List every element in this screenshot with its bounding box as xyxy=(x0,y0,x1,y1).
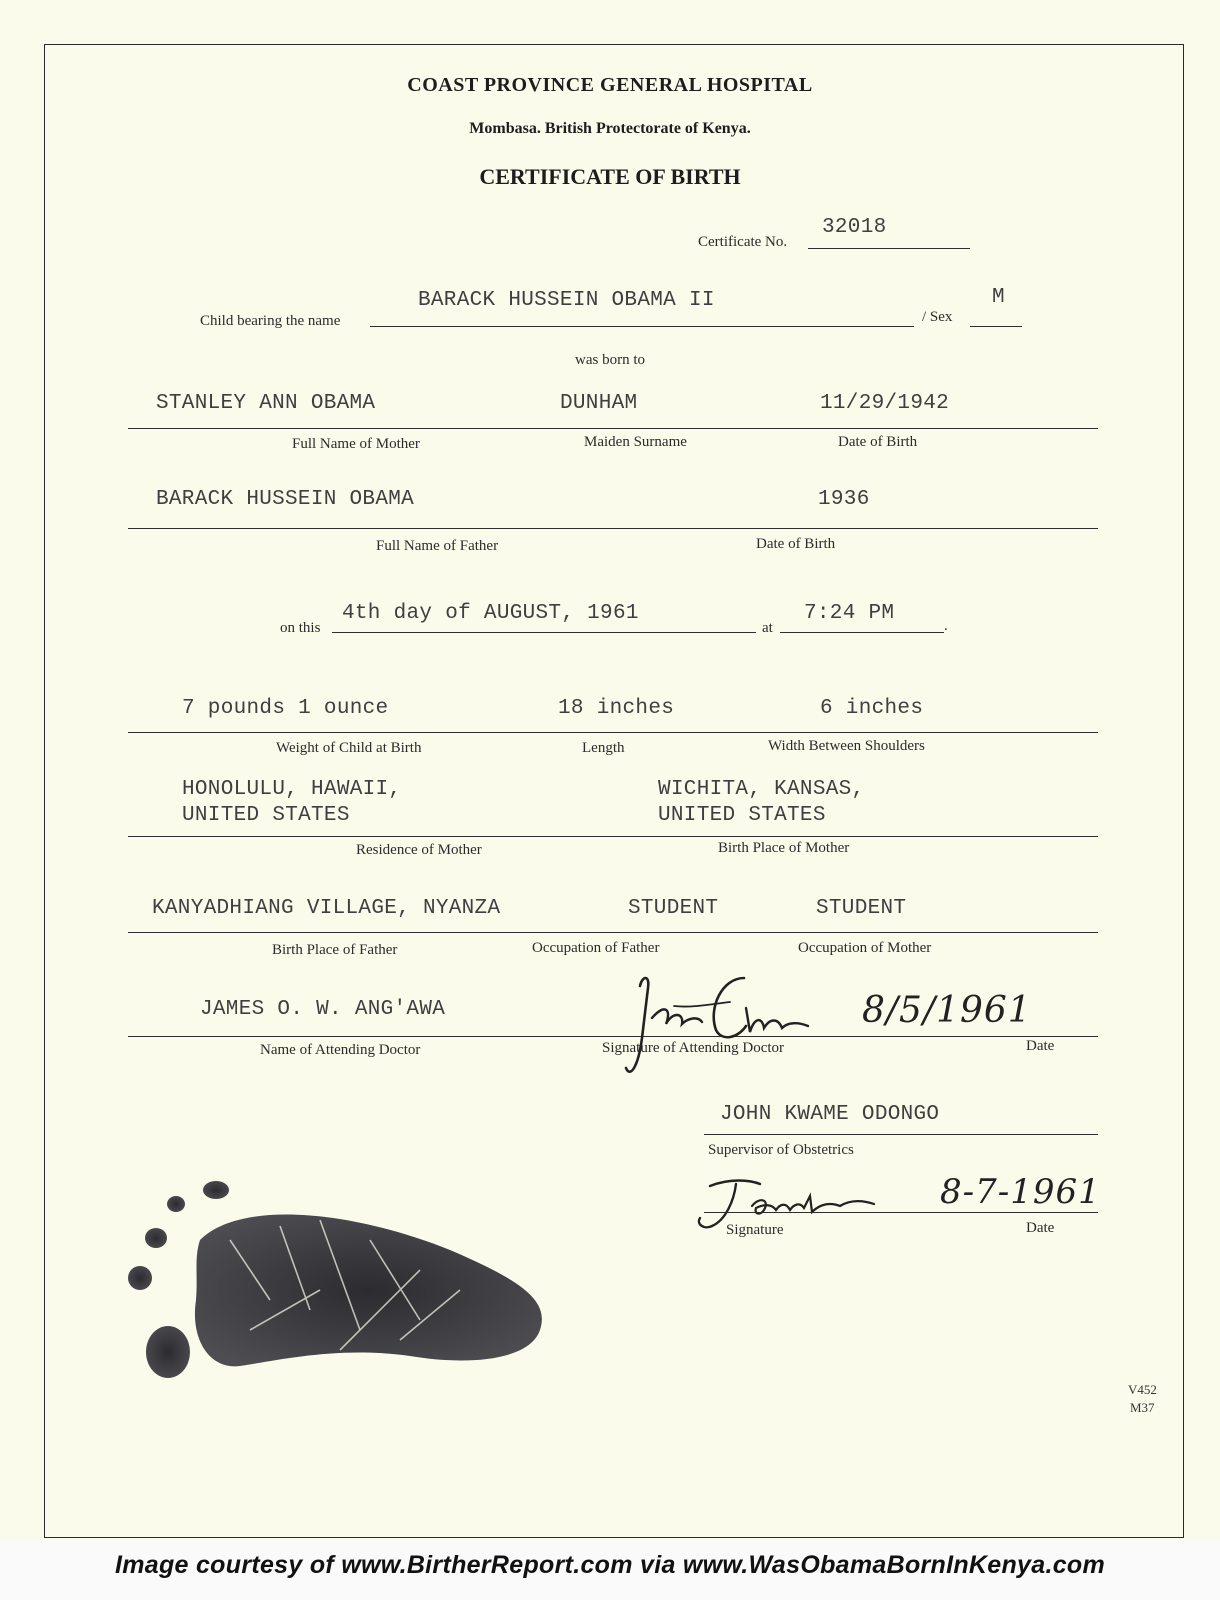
occupation-father-label: Occupation of Father xyxy=(532,940,660,956)
supervisor-signature-line xyxy=(704,1212,1098,1213)
form-code-2: M37 xyxy=(1130,1400,1155,1415)
child-name-label: Child bearing the name xyxy=(200,313,341,329)
residence-line xyxy=(128,836,1098,837)
on-this-label: on this xyxy=(280,620,321,636)
certificate-title: CERTIFICATE OF BIRTH xyxy=(479,164,741,189)
mother-residence-line1: HONOLULU, HAWAII, xyxy=(182,778,402,801)
mother-name-label: Full Name of Mother xyxy=(292,436,420,452)
length-value: 18 inches xyxy=(558,697,675,720)
father-full-name: BARACK HUSSEIN OBAMA xyxy=(156,488,415,511)
born-to-label: was born to xyxy=(575,352,645,368)
at-label: at xyxy=(762,620,773,636)
father-name-label: Full Name of Father xyxy=(376,538,499,554)
form-code-1: V452 xyxy=(1128,1382,1157,1397)
certificate-number-label: Certificate No. xyxy=(698,234,788,250)
hospital-location: Mombasa. British Protectorate of Kenya. xyxy=(469,120,751,137)
footprint-image xyxy=(120,1180,560,1390)
mother-full-name: STANLEY ANN OBAMA xyxy=(156,392,376,415)
supervisor-line xyxy=(704,1134,1098,1135)
mother-dob: 11/29/1942 xyxy=(820,392,950,415)
hospital-name: COAST PROVINCE GENERAL HOSPITAL xyxy=(407,74,813,96)
doctor-signature xyxy=(612,968,842,1084)
measurements-line xyxy=(128,732,1098,733)
child-name: BARACK HUSSEIN OBAMA II xyxy=(418,289,715,312)
doctor-signed-date: 8/5/1961 xyxy=(862,990,1032,1031)
father-dob-label: Date of Birth xyxy=(756,536,836,552)
maiden-surname-label: Maiden Surname xyxy=(584,434,687,450)
sex-value: M xyxy=(992,286,1005,309)
width-value: 6 inches xyxy=(820,697,924,720)
occupation-mother: STUDENT xyxy=(816,897,907,920)
supervisor-title: Supervisor of Obstetrics xyxy=(708,1142,854,1158)
mother-dob-label: Date of Birth xyxy=(838,434,918,450)
father-line xyxy=(128,528,1098,529)
sex-label: / Sex xyxy=(922,309,953,325)
supervisor-signed-date: 8-7-1961 xyxy=(940,1172,1101,1212)
time-period: . xyxy=(944,618,948,634)
certificate-number: 32018 xyxy=(822,216,887,239)
sex-line xyxy=(970,326,1022,327)
mother-residence-label: Residence of Mother xyxy=(356,842,482,858)
supervisor-signature-label: Signature xyxy=(726,1222,784,1238)
supervisor-signature xyxy=(690,1170,890,1240)
mother-maiden-surname: DUNHAM xyxy=(560,392,638,415)
mother-residence-line2: UNITED STATES xyxy=(182,804,350,827)
weight-label: Weight of Child at Birth xyxy=(276,740,422,756)
father-dob: 1936 xyxy=(818,488,870,511)
weight-value: 7 pounds 1 ounce xyxy=(182,697,389,720)
doctor-name-label: Name of Attending Doctor xyxy=(260,1042,421,1058)
width-label: Width Between Shoulders xyxy=(768,738,925,754)
doctor-date-label: Date xyxy=(1026,1038,1055,1054)
birth-time: 7:24 PM xyxy=(804,602,895,625)
mother-birthplace-line2: UNITED STATES xyxy=(658,804,826,827)
birth-date-line xyxy=(332,632,756,633)
father-birthplace-label: Birth Place of Father xyxy=(272,942,398,958)
doctor-name: JAMES O. W. ANG'AWA xyxy=(200,998,446,1021)
supervisor-name: JOHN KWAME ODONGO xyxy=(720,1103,940,1126)
father-birthplace: KANYADHIANG VILLAGE, NYANZA xyxy=(152,897,501,920)
mother-line xyxy=(128,428,1098,429)
birth-time-line xyxy=(780,632,944,633)
occupation-mother-label: Occupation of Mother xyxy=(798,940,932,956)
credit-banner: Image courtesy of www.BirtherReport.com via www.WasObamaBornInKenya.com xyxy=(0,1540,1220,1600)
father-info-line xyxy=(128,932,1098,933)
occupation-father: STUDENT xyxy=(628,897,719,920)
mother-birthplace-label: Birth Place of Mother xyxy=(718,840,850,856)
length-label: Length xyxy=(582,740,625,756)
birth-date: 4th day of AUGUST, 1961 xyxy=(342,602,639,625)
certificate-number-line xyxy=(808,248,970,249)
doctor-signature-label: Signature of Attending Doctor xyxy=(602,1040,785,1056)
mother-birthplace-line1: WICHITA, KANSAS, xyxy=(658,778,865,801)
supervisor-date-label: Date xyxy=(1026,1220,1055,1236)
child-name-line xyxy=(370,326,914,327)
